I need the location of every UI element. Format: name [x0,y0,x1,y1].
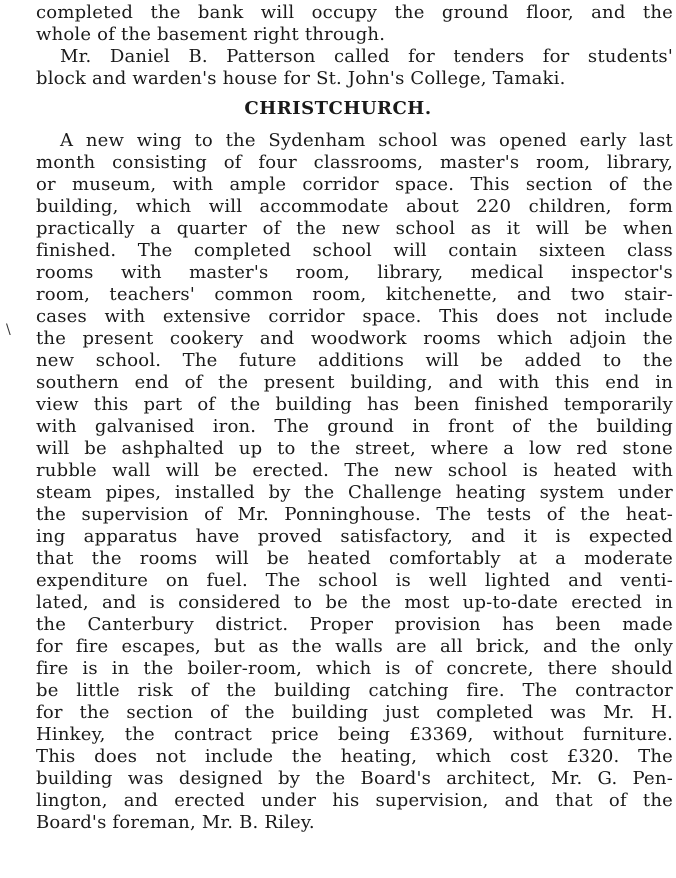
paragraph-line: block and warden's house for St. John's College, Tamaki. [36,68,566,89]
paragraph-line: the present cookery and woodwork rooms which adjoin the [36,328,673,349]
paragraph-line: for fire escapes, but as the walls are all brick, and the only [36,636,673,657]
paragraph-line: the Canterbury district. Proper provision has been made [36,614,673,635]
paragraph-line: Board's foreman, Mr. B. Riley. [36,812,315,833]
paragraph-line: lington, and erected under his supervision, and that of the [36,790,673,811]
paragraph-line: steam pipes, installed by the Challenge heating system under [36,482,673,503]
paragraph-line: building was designed by the Board's architect, Mr. G. Pen- [36,768,673,789]
paragraph-line: new school. The future additions will be added to the [36,350,673,371]
paragraph-line: whole of the basement right through. [36,24,386,45]
paragraph-line: ing apparatus have proved satisfactory, and it is expected [36,526,673,547]
paragraph-line: This does not include the heating, which cost £320. The [36,746,673,767]
paragraph-line: rubble wall will be erected. The new school is heated with [36,460,673,481]
paragraph-line: A new wing to the Sydenham school was opened early last [60,130,673,151]
paragraph-line: for the section of the building just completed was Mr. H. [36,702,673,723]
paragraph-line: the supervision of Mr. Ponninghouse. The tests of the heat- [36,504,673,525]
margin-mark: \ [6,322,11,338]
paragraph-line: southern end of the present building, and with this end in [36,372,673,393]
paragraph-line: practically a quarter of the new school as it will be when [36,218,673,239]
paragraph-line: fire is in the boiler-room, which is of concrete, there should [36,658,673,679]
paragraph-line: rooms with master's room, library, medical inspector's [36,262,673,283]
paragraph-line: that the rooms will be heated comfortably at a moderate [36,548,673,569]
paragraph-line: cases with extensive corridor space. This does not include [36,306,673,327]
paragraph-line: expenditure on fuel. The school is well lighted and venti- [36,570,673,591]
paragraph-line: building, which will accommodate about 220 children, form [36,196,673,217]
paragraph-line: room, teachers' common room, kitchenette, and two stair- [36,284,673,305]
paragraph-line: Mr. Daniel B. Patterson called for tenders for students' [60,46,673,67]
paragraph-line: with galvanised iron. The ground in front of the building [36,416,673,437]
paragraph-line: lated, and is considered to be the most up-to-date erected in [36,592,673,613]
paragraph-line: or museum, with ample corridor space. This section of the [36,174,673,195]
paragraph-line: Hinkey, the contract price being £3369, without furniture. [36,724,673,745]
paragraph-line: will be ashphalted up to the street, where a low red stone [36,438,673,459]
paragraph-line: view this part of the building has been finished temporarily [36,394,673,415]
paragraph-line: finished. The completed school will contain sixteen class [36,240,673,261]
section-heading: CHRISTCHURCH. [244,98,432,119]
paragraph-line: month consisting of four classrooms, master's room, library, [36,152,673,173]
paragraph-line: be little risk of the building catching fire. The contractor [36,680,673,701]
paragraph-line: completed the bank will occupy the ground floor, and the [36,2,673,23]
